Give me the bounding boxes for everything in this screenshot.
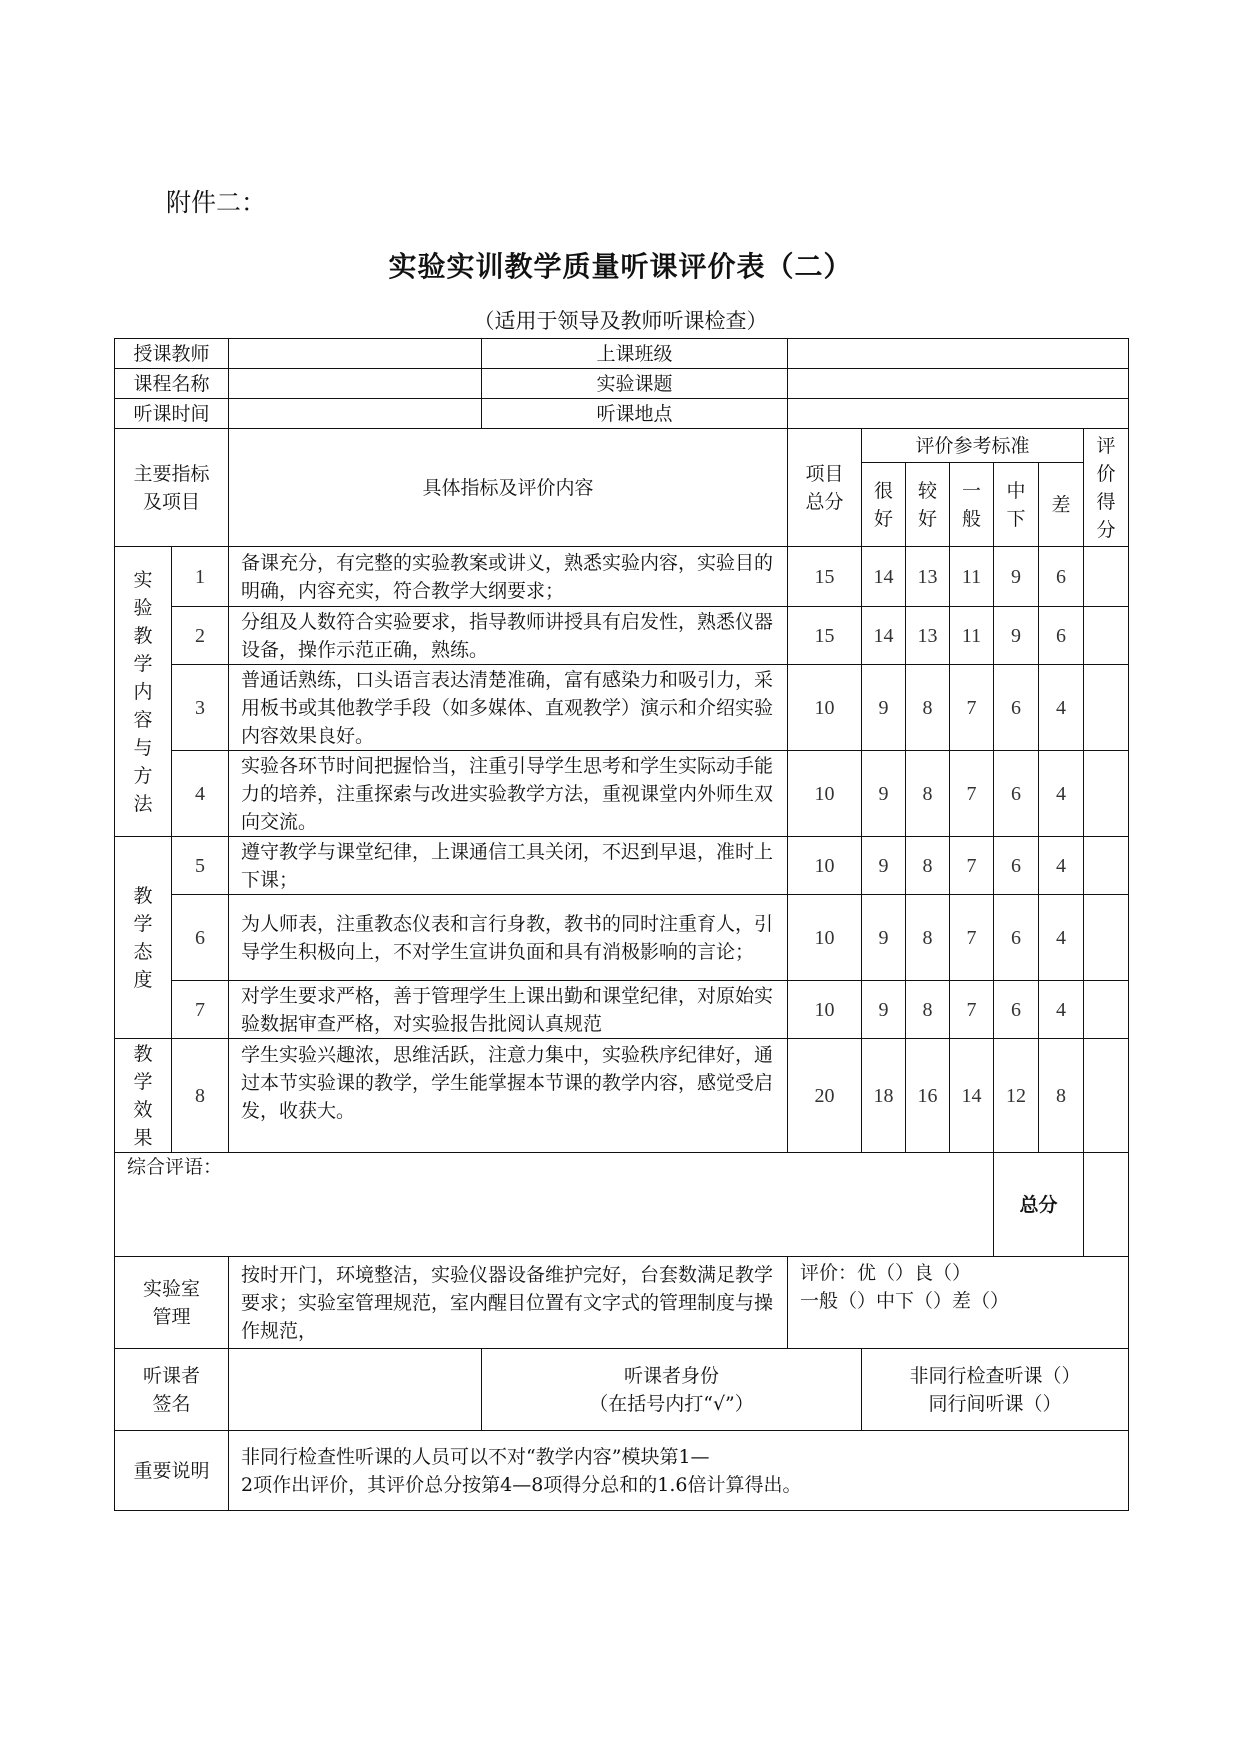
score-below-average: 6 — [994, 751, 1039, 837]
class-field[interactable] — [788, 339, 1129, 369]
row-criteria: 为人师表，注重教态仪表和言行身教，教书的同时注重育人，引导学生积极向上，不对学生宣讲负面和具有消极影响的言论； — [229, 895, 788, 981]
score-header: 评价得分 — [1084, 429, 1129, 547]
identity-hint: （在括号内打“√”） — [589, 1392, 754, 1415]
group-effect: 教学效果 — [115, 1039, 172, 1153]
lab-management-label: 实验室管理 — [115, 1257, 229, 1349]
score-good: 8 — [906, 837, 950, 895]
score-poor: 6 — [1039, 607, 1084, 665]
score-input[interactable] — [1084, 547, 1129, 607]
row-total: 10 — [788, 837, 862, 895]
form-title: 实验实训教学质量听课评价表（二） — [388, 250, 853, 283]
signature-label: 听课者签名 — [115, 1349, 229, 1431]
score-below-average: 9 — [994, 547, 1039, 607]
form-subtitle: （适用于领导及教师听课检查） — [473, 309, 768, 333]
row-criteria: 备课充分，有完整的实验教案或讲义，熟悉实验内容，实验目的明确，内容充实，符合教学大纲要求； — [229, 547, 788, 607]
course-field[interactable] — [229, 369, 482, 399]
total-header: 项目总分 — [788, 429, 862, 547]
score-poor: 4 — [1039, 895, 1084, 981]
total-score-label: 总分 — [994, 1153, 1084, 1257]
identity-label: 听课者身份 — [624, 1364, 720, 1387]
row-number: 8 — [172, 1039, 229, 1153]
score-very-good: 18 — [862, 1039, 906, 1153]
level-average: 一般 — [950, 463, 994, 547]
row-total: 10 — [788, 665, 862, 751]
identity-option-peer[interactable]: 同行间听课（） — [928, 1392, 1062, 1415]
score-good: 8 — [906, 665, 950, 751]
score-average: 7 — [950, 837, 994, 895]
main-index-header: 主要指标及项目 — [115, 429, 229, 547]
comment-area[interactable] — [115, 1153, 994, 1257]
place-field[interactable] — [788, 399, 1129, 429]
score-very-good: 9 — [862, 981, 906, 1039]
class-label: 上课班级 — [482, 339, 788, 369]
score-poor: 4 — [1039, 837, 1084, 895]
total-score-field[interactable] — [1084, 1153, 1129, 1257]
row-criteria: 对学生要求严格，善于管理学生上课出勤和课堂纪律，对原始实验数据审查严格，对实验报告批阅认真规范 — [229, 981, 788, 1039]
teacher-label: 授课教师 — [115, 339, 229, 369]
score-input[interactable] — [1084, 665, 1129, 751]
score-good: 8 — [906, 895, 950, 981]
group-content-method: 实验教学内容与方法 — [115, 547, 172, 837]
score-below-average: 6 — [994, 981, 1039, 1039]
lab-rating-line1[interactable]: 评价：优（）良（） — [800, 1262, 972, 1284]
note-line1: 非同行检查性听课的人员可以不对“教学内容”模块第1— — [241, 1445, 710, 1468]
row-total: 10 — [788, 751, 862, 837]
note-label: 重要说明 — [115, 1431, 229, 1511]
standard-header: 评价参考标准 — [862, 429, 1084, 463]
level-very-good: 很好 — [862, 463, 906, 547]
score-average: 11 — [950, 607, 994, 665]
score-poor: 8 — [1039, 1039, 1084, 1153]
lab-management-text: 按时开门，环境整洁，实验仪器设备维护完好，台套数满足教学要求；实验室管理规范，室内醒目位置有文字式的管理制度与操作规范， — [229, 1257, 788, 1349]
score-input[interactable] — [1084, 895, 1129, 981]
time-field[interactable] — [229, 399, 482, 429]
score-input[interactable] — [1084, 1039, 1129, 1153]
topic-field[interactable] — [788, 369, 1129, 399]
score-very-good: 14 — [862, 547, 906, 607]
score-average: 7 — [950, 981, 994, 1039]
score-average: 7 — [950, 665, 994, 751]
place-label: 听课地点 — [482, 399, 788, 429]
row-total: 20 — [788, 1039, 862, 1153]
row-criteria: 遵守教学与课堂纪律，上课通信工具关闭，不迟到早退，准时上下课； — [229, 837, 788, 895]
topic-label: 实验课题 — [482, 369, 788, 399]
row-number: 3 — [172, 665, 229, 751]
group-attitude: 教学态度 — [115, 837, 172, 1039]
score-below-average: 6 — [994, 895, 1039, 981]
level-good: 较好 — [906, 463, 950, 547]
row-number: 6 — [172, 895, 229, 981]
content-header: 具体指标及评价内容 — [229, 429, 788, 547]
row-number: 2 — [172, 607, 229, 665]
score-input[interactable] — [1084, 607, 1129, 665]
level-poor: 差 — [1039, 463, 1084, 547]
score-poor: 4 — [1039, 665, 1084, 751]
score-below-average: 12 — [994, 1039, 1039, 1153]
evaluation-table — [114, 338, 1129, 1511]
score-good: 8 — [906, 751, 950, 837]
row-criteria: 普通话熟练，口头语言表达清楚准确，富有感染力和吸引力，采用板书或其他教学手段（如多媒体、直观教学）演示和介绍实验内容效果良好。 — [229, 665, 788, 751]
identity-option-non-peer[interactable]: 非同行检查听课（） — [909, 1364, 1081, 1387]
score-below-average: 6 — [994, 837, 1039, 895]
score-average: 11 — [950, 547, 994, 607]
row-criteria: 分组及人数符合实验要求，指导教师讲授具有启发性，熟悉仪器设备，操作示范正确，熟练。 — [229, 607, 788, 665]
score-very-good: 9 — [862, 837, 906, 895]
score-input[interactable] — [1084, 981, 1129, 1039]
score-good: 13 — [906, 607, 950, 665]
row-total: 10 — [788, 895, 862, 981]
score-poor: 4 — [1039, 751, 1084, 837]
time-label: 听课时间 — [115, 399, 229, 429]
score-below-average: 6 — [994, 665, 1039, 751]
row-total: 15 — [788, 547, 862, 607]
row-total: 15 — [788, 607, 862, 665]
score-input[interactable] — [1084, 751, 1129, 837]
score-very-good: 9 — [862, 751, 906, 837]
course-label: 课程名称 — [115, 369, 229, 399]
row-criteria: 学生实验兴趣浓，思维活跃，注意力集中，实验秩序纪律好，通过本节实验课的教学，学生能掌握本节课的教学内容，感觉受启发，收获大。 — [229, 1039, 788, 1153]
row-number: 4 — [172, 751, 229, 837]
score-very-good: 9 — [862, 665, 906, 751]
score-average: 7 — [950, 895, 994, 981]
row-number: 5 — [172, 837, 229, 895]
score-poor: 4 — [1039, 981, 1084, 1039]
attachment-label: 附件二： — [166, 188, 267, 217]
row-total: 10 — [788, 981, 862, 1039]
teacher-field[interactable] — [229, 339, 482, 369]
score-input[interactable] — [1084, 837, 1129, 895]
level-below-average: 中下 — [994, 463, 1039, 547]
score-very-good: 9 — [862, 895, 906, 981]
note-line2: 2项作出评价，其评价总分按第4—8项得分总和的1.6倍计算得出。 — [241, 1473, 802, 1496]
signature-field[interactable] — [229, 1349, 482, 1431]
score-good: 8 — [906, 981, 950, 1039]
score-poor: 6 — [1039, 547, 1084, 607]
row-number: 7 — [172, 981, 229, 1039]
comment-label: 综合评语： — [127, 1156, 223, 1178]
score-very-good: 14 — [862, 607, 906, 665]
score-good: 13 — [906, 547, 950, 607]
row-criteria: 实验各环节时间把握恰当，注重引导学生思考和学生实际动手能力的培养，注重探索与改进实验教学方法，重视课堂内外师生双向交流。 — [229, 751, 788, 837]
score-good: 16 — [906, 1039, 950, 1153]
row-number: 1 — [172, 547, 229, 607]
score-average: 14 — [950, 1039, 994, 1153]
score-average: 7 — [950, 751, 994, 837]
lab-rating-line2[interactable]: 一般（）中下（）差（） — [800, 1290, 1010, 1312]
score-below-average: 9 — [994, 607, 1039, 665]
